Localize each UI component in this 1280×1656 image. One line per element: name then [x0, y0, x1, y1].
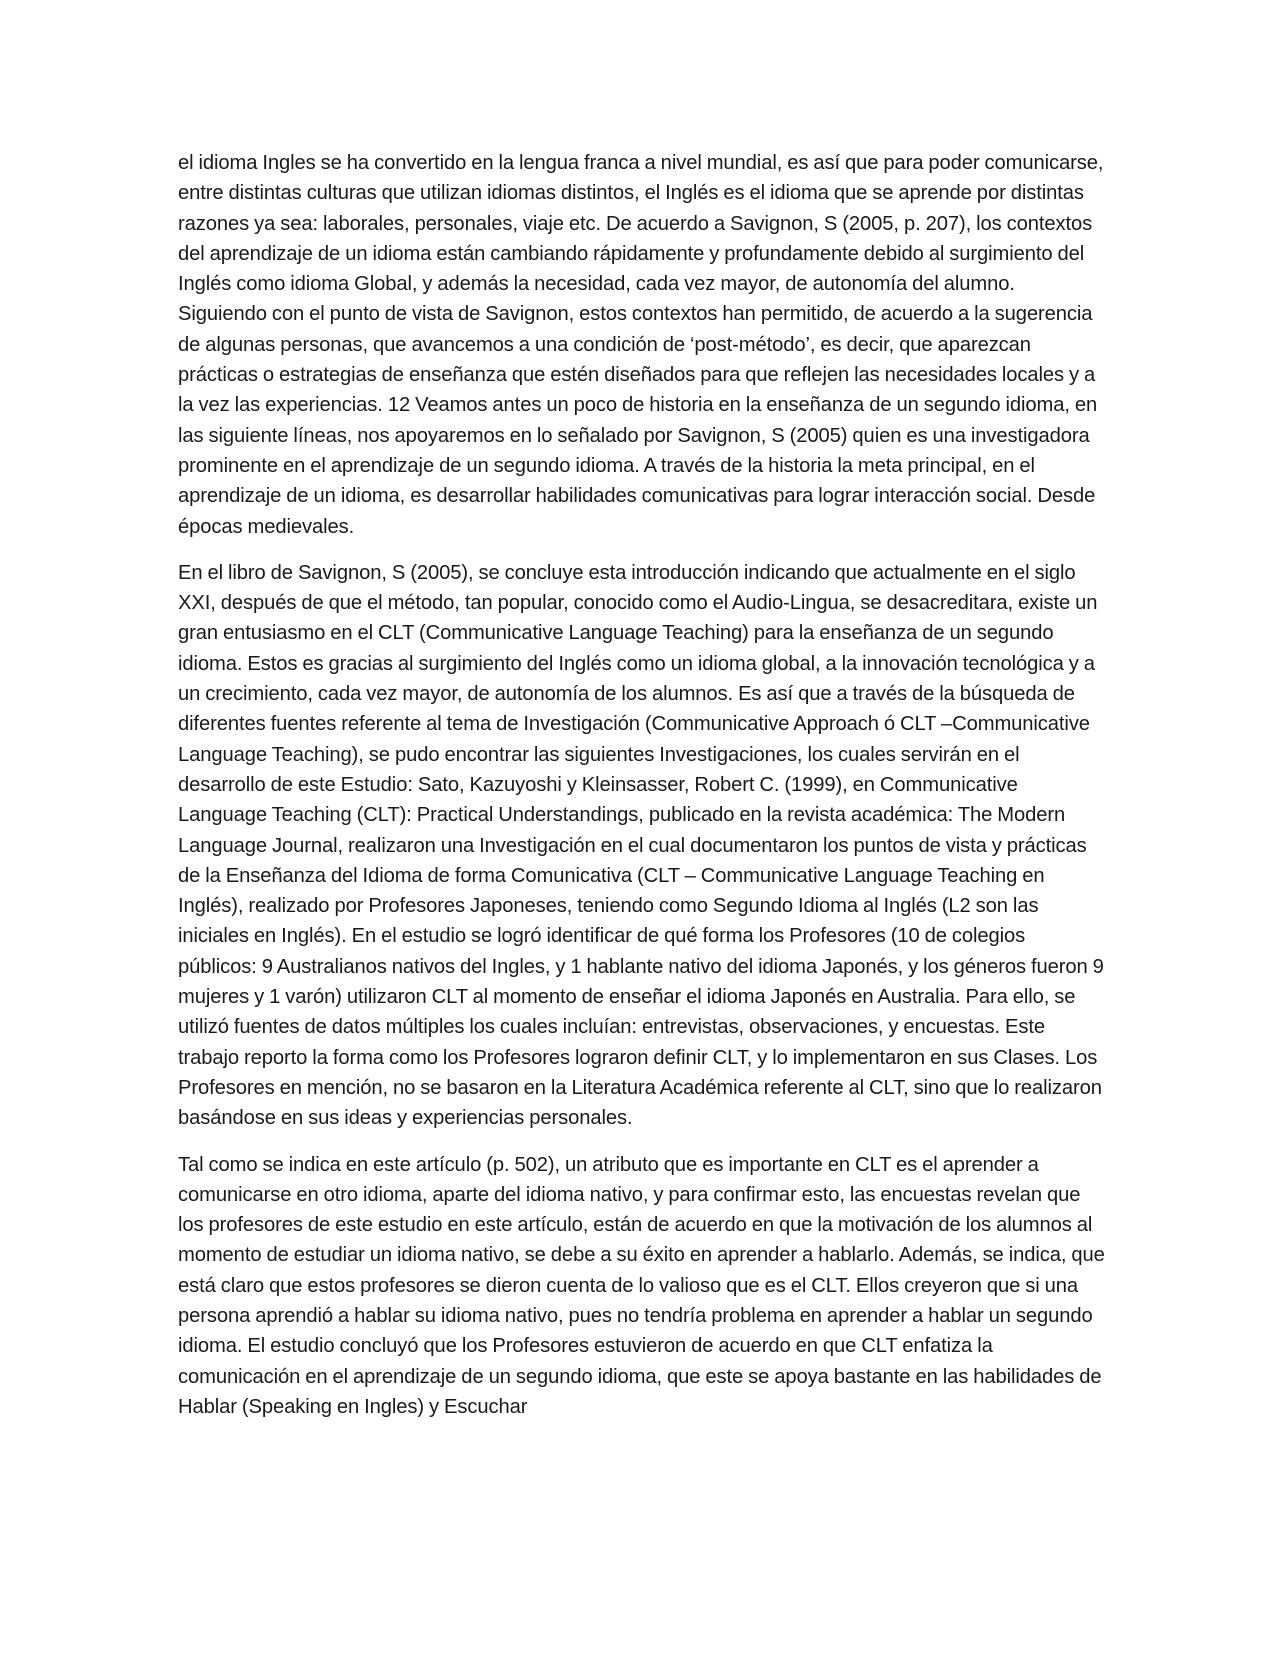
paragraph-3: Tal como se indica en este artículo (p. 502), un atributo que es importante en CLT es el aprender a comunicarse en otro idioma, aparte del idioma nativo, y para confirmar esto, las encuestas revelan que los profesores de este estudio en este artículo, están de acuerdo en que la motivación de los alumnos al momento de estudiar un idioma nativo, se debe a su éxito en aprender a hablarlo. Además, se indica, que está claro que estos profesores se dieron cuenta de lo valioso que es el CLT. Ellos creyeron que si una persona aprendió a hablar su idioma nativo, pues no tendría problema en aprender a hablar un segundo idioma. El estudio concluyó que los Profesores estuvieron de acuerdo en que CLT enfatiza la comunicación en el aprendizaje de un segundo idioma, que este se apoya bastante en las habilidades de Hablar (Speaking en Ingles) y Escuchar — [178, 1153, 1105, 1418]
paragraph-2: En el libro de Savignon, S (2005), se concluye esta introducción indicando que actualmente en el siglo XXI, después de que el método, tan popular, conocido como el Audio-Lingua, se desacreditara, existe un gran entusiasmo en el CLT (Communicative Language Teaching) para la enseñanza de un segundo idioma. Estos es gracias al surgimiento del Inglés como un idioma global, a la innovación tecnológica y a un crecimiento, cada vez mayor, de autonomía de los alumnos. Es así que a través de la búsqueda de diferentes fuentes referente al tema de Investigación (Communicative Approach ó CLT –Communicative Language Teaching), se pudo encontrar las siguientes Investigaciones, los cuales servirán en el desarrollo de este Estudio: Sato, Kazuyoshi y Kleinsasser, Robert C. (1999), en Communicative Language Teaching (CLT): Practical Understandings, publicado en la revista académica: The Modern Language Journal, realizaron una Investigación en el cual documentaron los puntos de vista y prácticas de la Enseñanza del Idioma de forma Comunicativa (CLT – Communicative Language Teaching en Inglés), realizado por Profesores Japoneses, teniendo como Segundo Idioma al Inglés (L2 son las iniciales en Inglés). En el estudio se logró identificar de qué forma los Profesores (10 de colegios públicos: 9 Australianos nativos del Ingles, y 1 hablante nativo del idioma Japonés, y los géneros fueron 9 mujeres y 1 varón) utilizaron CLT al momento de enseñar el idioma Japonés en Australia. Para ello, se utilizó fuentes de datos múltiples los cuales incluían: entrevistas, observaciones, y encuestas. Este trabajo reporto la forma como los Profesores lograron definir CLT, y lo implementaron en sus Clases. Los Profesores en mención, no se basaron en la Literatura Académica referente al CLT, sino que lo realizaron basándose en sus ideas y experiencias personales. — [178, 561, 1104, 1130]
paragraph-1: el idioma Ingles se ha convertido en la lengua franca a nivel mundial, es así que para poder comunicarse, entre distintas culturas que utilizan idiomas distintos, el Inglés es el idioma que se aprende por distintas razones ya sea: laborales, personales, viaje etc. De acuerdo a Savignon, S (2005, p. 207), los contextos del aprendizaje de un idioma están cambiando rápidamente y profundamente debido al surgimiento del Inglés como idioma Global, y además la necesidad, cada vez mayor, de autonomía del alumno. Siguiendo con el punto de vista de Savignon, estos contextos han permitido, de acuerdo a la sugerencia de algunas personas, que avancemos a una condición de ‘post-método’, es decir, que aparezcan prácticas o estrategias de enseñanza que estén diseñados para que reflejen las necesidades locales y a la vez las experiencias. 12 Veamos antes un poco de historia en la enseñanza de un segundo idioma, en las siguiente líneas, nos apoyaremos en lo señalado por Savignon, S (2005) quien es una investigadora prominente en el aprendizaje de un segundo idioma. A través de la historia la meta principal, en el aprendizaje de un idioma, es desarrollar habilidades comunicativas para lograr interacción social. Desde épocas medievales. — [178, 152, 1104, 538]
document-body — [178, 148, 1106, 1438]
